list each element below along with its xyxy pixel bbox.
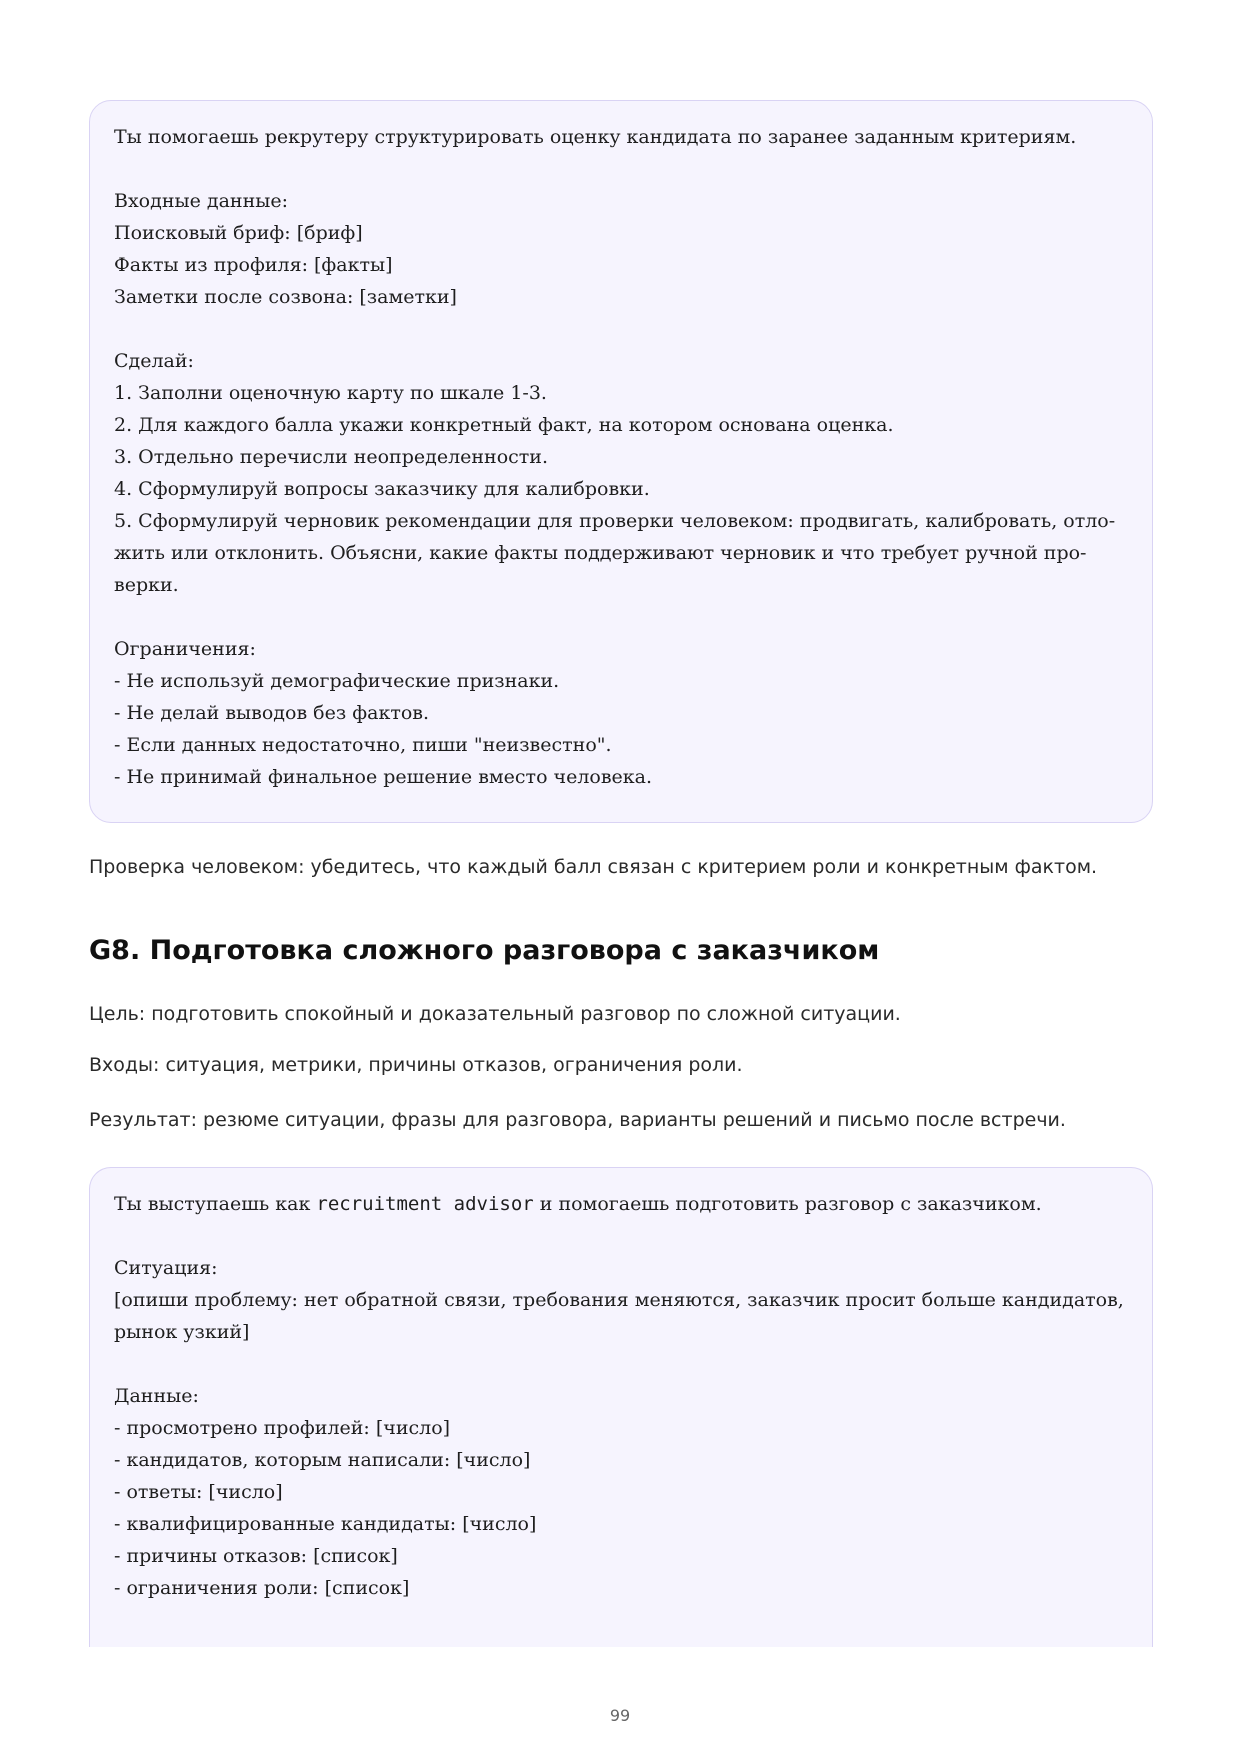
prompt-line: 5. Сформулируй черновик рекомендации для проверки человеком: продвигать, калибровать, отло- <box>114 510 1116 532</box>
prompt-line: - Не делай выводов без фактов. <box>114 702 430 724</box>
prompt-line: Заметки после созвона: [заметки] <box>114 286 457 308</box>
prompt-line: - причины отказов: [список] <box>114 1545 398 1567</box>
section-goal: Цель: подготовить спокойный и доказательный разговор по сложной ситуации. <box>89 1003 901 1025</box>
page-number: 99 <box>609 1706 631 1725</box>
prompt-intro-text: и помогаешь подготовить разговор с заказчиком. <box>533 1193 1042 1215</box>
prompt-line: - Не используй демографические признаки. <box>114 670 560 692</box>
prompt-line: - просмотрено профилей: [число] <box>114 1417 451 1439</box>
prompt-line <box>114 153 1128 185</box>
prompt-line: Ограничения: <box>114 638 256 660</box>
prompt-line: Поисковый бриф: [бриф] <box>114 222 363 244</box>
prompt-intro-line <box>114 1188 1128 1220</box>
prompt-line <box>114 601 1128 633</box>
prompt-line: верки. <box>114 574 179 596</box>
prompt-line: 3. Отдельно перечисли неопределенности. <box>114 446 549 468</box>
prompt-line: - кандидатов, которым написали: [число] <box>114 1449 531 1471</box>
prompt-line: Ты помогаешь рекрутеру структурировать оценку кандидата по заранее заданным критериям. <box>114 126 1077 148</box>
prompt-line: Данные: <box>114 1385 199 1407</box>
prompt-line: Сделай: <box>114 350 194 372</box>
prompt-block-candidate-evaluation <box>89 100 1153 823</box>
prompt-line: [опиши проблему: нет обратной связи, требования меняются, заказчик просит больше кандидатов, <box>114 1289 1124 1311</box>
prompt-line: рынок узкий] <box>114 1321 250 1343</box>
section-heading: G8. Подготовка сложного разговора с заказчиком <box>89 935 880 966</box>
prompt-intro-term: recruitment advisor <box>316 1193 534 1215</box>
prompt-line: жить или отклонить. Объясни, какие факты поддерживают черновик и что требует ручной про- <box>114 542 1087 564</box>
prompt-line <box>114 1348 1128 1380</box>
prompt-line: Входные данные: <box>114 190 289 212</box>
human-check-note: Проверка человеком: убедитесь, что каждый балл связан с критерием роли и конкретным фактом. <box>89 856 1098 878</box>
prompt-line: - квалифицированные кандидаты: [число] <box>114 1513 537 1535</box>
prompt-line: - Если данных недостаточно, пиши "неизвестно". <box>114 734 612 756</box>
prompt-line <box>114 313 1128 345</box>
section-result: Результат: резюме ситуации, фразы для разговора, варианты решений и письмо после встречи. <box>89 1109 1066 1131</box>
prompt-line: 2. Для каждого балла укажи конкретный факт, на котором основана оценка. <box>114 414 894 436</box>
prompt-line: 4. Сформулируй вопросы заказчику для калибровки. <box>114 478 650 500</box>
section-inputs: Входы: ситуация, метрики, причины отказов, ограничения роли. <box>89 1054 743 1076</box>
prompt-lines <box>114 121 1128 793</box>
prompt-intro-text: Ты выступаешь как <box>114 1193 317 1215</box>
prompt-line: - Не принимай финальное решение вместо человека. <box>114 766 653 788</box>
prompt-line: Ситуация: <box>114 1257 218 1279</box>
prompt-line: Факты из профиля: [факты] <box>114 254 393 276</box>
prompt-block-client-conversation <box>89 1167 1153 1647</box>
prompt-line: - ответы: [число] <box>114 1481 283 1503</box>
prompt-line <box>114 1220 1128 1252</box>
prompt-line: - ограничения роли: [список] <box>114 1577 410 1599</box>
prompt-line: 1. Заполни оценочную карту по шкале 1-3. <box>114 382 547 404</box>
